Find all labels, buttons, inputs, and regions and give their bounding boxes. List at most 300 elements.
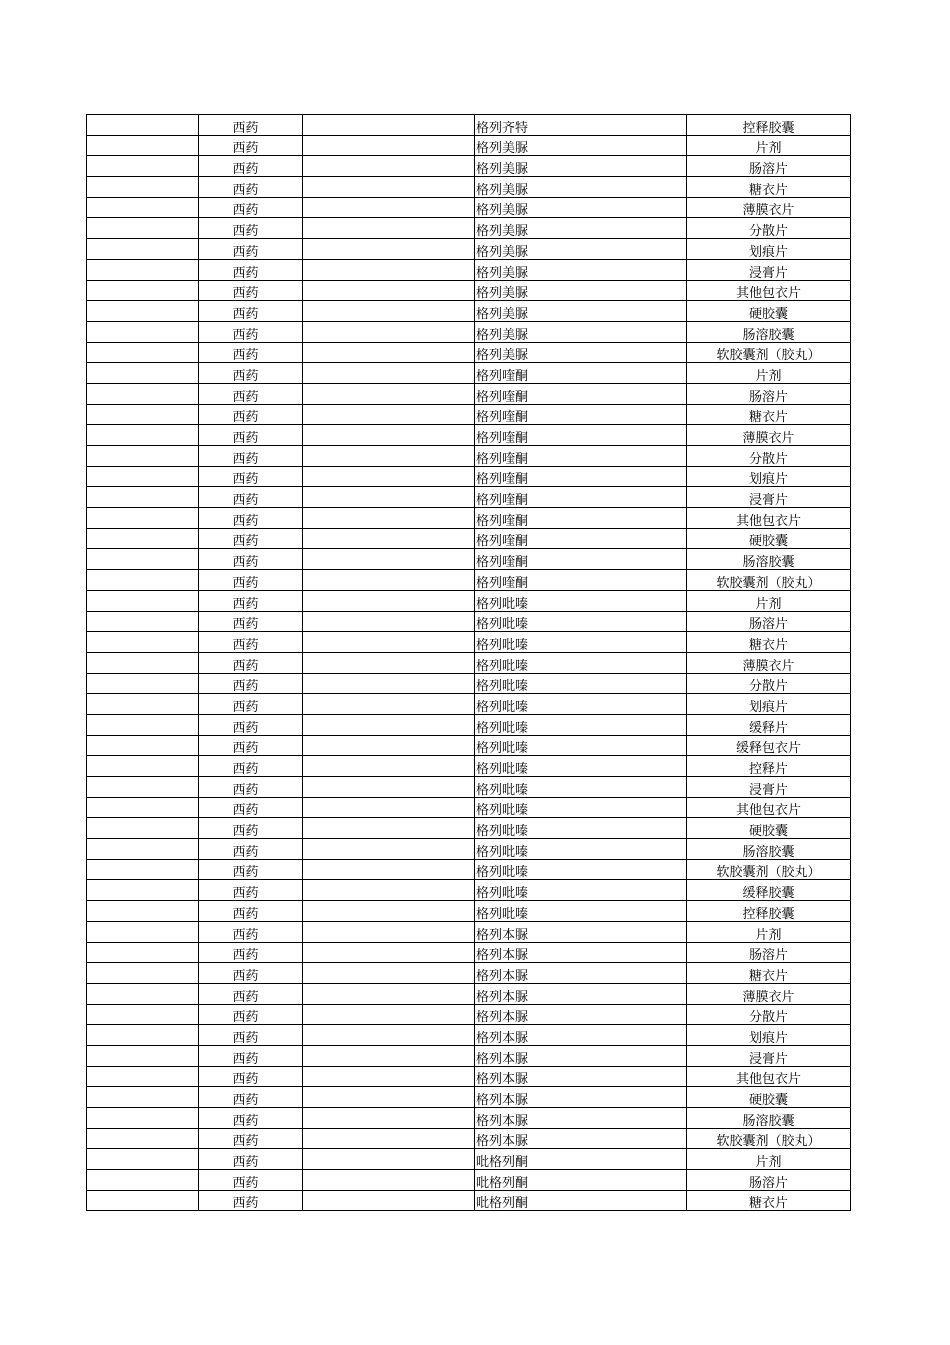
cell-drug-name: 格列本脲 [475,983,687,1004]
cell-drug-name: 格列吡嗪 [475,694,687,715]
cell-drug-name: 格列喹酮 [475,404,687,425]
table-row [87,839,851,860]
cell-category: 西药 [199,1025,303,1046]
cell-drug-name: 格列美脲 [475,280,687,301]
cell-blank-a [87,714,199,735]
cell-category: 西药 [199,239,303,260]
cell-blank-a [87,383,199,404]
cell-blank-a [87,1025,199,1046]
cell-dosage-form: 软胶囊剂（胶丸） [687,342,851,363]
cell-category: 西药 [199,797,303,818]
cell-blank-b [303,177,475,198]
cell-drug-name: 格列本脲 [475,942,687,963]
cell-blank-b [303,425,475,446]
cell-dosage-form: 缓释包衣片 [687,735,851,756]
cell-category: 西药 [199,1149,303,1170]
cell-category: 西药 [199,156,303,177]
table-row [87,177,851,198]
cell-category: 西药 [199,1066,303,1087]
cell-drug-name: 格列吡嗪 [475,756,687,777]
cell-dosage-form: 肠溶胶囊 [687,549,851,570]
cell-dosage-form: 肠溶胶囊 [687,839,851,860]
table-row [87,901,851,922]
cell-category: 西药 [199,1128,303,1149]
cell-blank-a [87,590,199,611]
table-row [87,632,851,653]
cell-category: 西药 [199,466,303,487]
cell-blank-a [87,528,199,549]
cell-blank-a [87,1087,199,1108]
cell-drug-name: 格列吡嗪 [475,735,687,756]
table-row [87,218,851,239]
cell-drug-name: 格列吡嗪 [475,777,687,798]
cell-dosage-form: 薄膜衣片 [687,652,851,673]
cell-category: 西药 [199,342,303,363]
cell-drug-name: 格列喹酮 [475,363,687,384]
cell-blank-b [303,115,475,136]
cell-drug-name: 格列吡嗪 [475,714,687,735]
table-row [87,756,851,777]
cell-blank-b [303,983,475,1004]
cell-drug-name: 格列美脲 [475,321,687,342]
cell-blank-b [303,301,475,322]
cell-blank-b [303,632,475,653]
cell-blank-b [303,508,475,529]
cell-category: 西药 [199,859,303,880]
cell-blank-a [87,901,199,922]
cell-category: 西药 [199,942,303,963]
cell-category: 西药 [199,425,303,446]
cell-drug-name: 格列吡嗪 [475,859,687,880]
table-row [87,280,851,301]
cell-blank-b [303,218,475,239]
cell-drug-name: 格列本脲 [475,1108,687,1129]
cell-blank-a [87,508,199,529]
table-row [87,590,851,611]
cell-drug-name: 吡格列酮 [475,1149,687,1170]
cell-dosage-form: 软胶囊剂（胶丸） [687,570,851,591]
cell-blank-a [87,570,199,591]
table-row [87,714,851,735]
cell-blank-a [87,735,199,756]
cell-blank-a [87,1066,199,1087]
cell-drug-name: 格列吡嗪 [475,590,687,611]
cell-drug-name: 格列喹酮 [475,466,687,487]
cell-blank-a [87,818,199,839]
cell-drug-name: 格列美脲 [475,135,687,156]
table-row [87,342,851,363]
cell-category: 西药 [199,714,303,735]
cell-drug-name: 格列吡嗪 [475,901,687,922]
cell-blank-b [303,1128,475,1149]
cell-drug-name: 格列美脲 [475,342,687,363]
cell-drug-name: 格列喹酮 [475,508,687,529]
table-row [87,156,851,177]
table-row [87,321,851,342]
cell-dosage-form: 片剂 [687,1149,851,1170]
cell-dosage-form: 肠溶片 [687,383,851,404]
cell-drug-name: 格列吡嗪 [475,673,687,694]
cell-blank-b [303,342,475,363]
table-row [87,983,851,1004]
cell-blank-a [87,1108,199,1129]
cell-category: 西药 [199,197,303,218]
cell-blank-b [303,735,475,756]
cell-blank-b [303,135,475,156]
cell-drug-name: 格列本脲 [475,963,687,984]
cell-blank-b [303,777,475,798]
table-row [87,942,851,963]
cell-blank-a [87,549,199,570]
cell-category: 西药 [199,963,303,984]
cell-drug-name: 格列本脲 [475,1025,687,1046]
cell-blank-a [87,880,199,901]
cell-blank-b [303,756,475,777]
cell-dosage-form: 肠溶片 [687,942,851,963]
cell-blank-b [303,652,475,673]
cell-dosage-form: 浸膏片 [687,487,851,508]
table-row [87,301,851,322]
cell-blank-a [87,652,199,673]
table-row [87,1128,851,1149]
cell-drug-name: 格列美脲 [475,177,687,198]
cell-category: 西药 [199,1170,303,1191]
cell-category: 西药 [199,301,303,322]
cell-category: 西药 [199,218,303,239]
cell-blank-a [87,135,199,156]
cell-category: 西药 [199,177,303,198]
cell-dosage-form: 分散片 [687,673,851,694]
cell-blank-a [87,425,199,446]
cell-dosage-form: 肠溶片 [687,611,851,632]
cell-category: 西药 [199,135,303,156]
cell-blank-b [303,859,475,880]
cell-category: 西药 [199,921,303,942]
cell-drug-name: 格列本脲 [475,921,687,942]
table-row [87,1108,851,1129]
cell-drug-name: 格列本脲 [475,1045,687,1066]
table-row [87,1004,851,1025]
cell-drug-name: 格列本脲 [475,1004,687,1025]
cell-category: 西药 [199,1087,303,1108]
cell-category: 西药 [199,673,303,694]
cell-category: 西药 [199,570,303,591]
cell-category: 西药 [199,901,303,922]
cell-category: 西药 [199,528,303,549]
cell-blank-a [87,694,199,715]
cell-drug-name: 格列吡嗪 [475,632,687,653]
cell-dosage-form: 硬胶囊 [687,301,851,322]
cell-dosage-form: 控释片 [687,756,851,777]
table-row [87,508,851,529]
cell-blank-b [303,1045,475,1066]
cell-dosage-form: 划痕片 [687,694,851,715]
table-row [87,611,851,632]
cell-category: 西药 [199,280,303,301]
cell-blank-b [303,694,475,715]
cell-blank-a [87,239,199,260]
cell-drug-name: 格列喹酮 [475,570,687,591]
cell-blank-b [303,487,475,508]
cell-dosage-form: 糖衣片 [687,632,851,653]
cell-dosage-form: 划痕片 [687,1025,851,1046]
cell-blank-b [303,1025,475,1046]
table-row [87,880,851,901]
cell-blank-a [87,983,199,1004]
cell-category: 西药 [199,611,303,632]
cell-drug-name: 格列喹酮 [475,528,687,549]
cell-dosage-form: 硬胶囊 [687,528,851,549]
cell-drug-name: 格列美脲 [475,218,687,239]
cell-blank-a [87,1128,199,1149]
table-row [87,735,851,756]
cell-dosage-form: 浸膏片 [687,259,851,280]
cell-category: 西药 [199,590,303,611]
cell-blank-a [87,446,199,467]
cell-blank-a [87,115,199,136]
cell-drug-name: 格列喹酮 [475,446,687,467]
cell-blank-a [87,756,199,777]
cell-category: 西药 [199,487,303,508]
cell-blank-a [87,342,199,363]
cell-category: 西药 [199,321,303,342]
cell-blank-b [303,239,475,260]
cell-dosage-form: 片剂 [687,363,851,384]
table-row [87,383,851,404]
table-row [87,363,851,384]
cell-dosage-form: 分散片 [687,1004,851,1025]
cell-blank-a [87,280,199,301]
cell-blank-b [303,280,475,301]
table-row [87,1149,851,1170]
table-row [87,1087,851,1108]
drug-table [86,114,851,1211]
cell-blank-a [87,611,199,632]
cell-blank-b [303,156,475,177]
drug-table-body [87,115,851,1211]
cell-category: 西药 [199,818,303,839]
table-row [87,1045,851,1066]
cell-category: 西药 [199,549,303,570]
table-row [87,797,851,818]
cell-dosage-form: 缓释胶囊 [687,880,851,901]
cell-dosage-form: 分散片 [687,446,851,467]
cell-dosage-form: 硬胶囊 [687,1087,851,1108]
cell-blank-b [303,818,475,839]
cell-category: 西药 [199,880,303,901]
cell-dosage-form: 其他包衣片 [687,797,851,818]
table-row [87,259,851,280]
cell-blank-a [87,777,199,798]
cell-drug-name: 格列美脲 [475,239,687,260]
cell-dosage-form: 片剂 [687,921,851,942]
cell-blank-b [303,1149,475,1170]
cell-dosage-form: 分散片 [687,218,851,239]
cell-drug-name: 吡格列酮 [475,1190,687,1211]
cell-blank-b [303,570,475,591]
cell-blank-b [303,673,475,694]
cell-blank-b [303,197,475,218]
cell-category: 西药 [199,1190,303,1211]
cell-category: 西药 [199,983,303,1004]
cell-blank-b [303,466,475,487]
cell-category: 西药 [199,363,303,384]
cell-blank-a [87,301,199,322]
cell-category: 西药 [199,1108,303,1129]
cell-dosage-form: 软胶囊剂（胶丸） [687,1128,851,1149]
cell-blank-b [303,404,475,425]
cell-dosage-form: 其他包衣片 [687,1066,851,1087]
cell-dosage-form: 硬胶囊 [687,818,851,839]
table-row [87,921,851,942]
cell-drug-name: 格列美脲 [475,197,687,218]
cell-blank-a [87,1004,199,1025]
cell-blank-b [303,611,475,632]
cell-blank-b [303,528,475,549]
cell-blank-b [303,901,475,922]
cell-blank-b [303,880,475,901]
cell-category: 西药 [199,508,303,529]
cell-dosage-form: 薄膜衣片 [687,425,851,446]
cell-blank-a [87,259,199,280]
table-row [87,963,851,984]
table-row [87,446,851,467]
cell-blank-b [303,363,475,384]
table-row [87,777,851,798]
cell-blank-b [303,1066,475,1087]
cell-dosage-form: 控释胶囊 [687,115,851,136]
cell-dosage-form: 肠溶片 [687,1170,851,1191]
cell-blank-a [87,839,199,860]
cell-blank-a [87,673,199,694]
cell-dosage-form: 肠溶胶囊 [687,1108,851,1129]
cell-dosage-form: 浸膏片 [687,1045,851,1066]
cell-blank-a [87,1170,199,1191]
cell-drug-name: 格列美脲 [475,301,687,322]
cell-blank-b [303,839,475,860]
cell-category: 西药 [199,735,303,756]
cell-dosage-form: 糖衣片 [687,1190,851,1211]
cell-category: 西药 [199,383,303,404]
table-row [87,1170,851,1191]
cell-blank-b [303,259,475,280]
cell-blank-a [87,466,199,487]
cell-drug-name: 格列喹酮 [475,383,687,404]
cell-drug-name: 格列本脲 [475,1066,687,1087]
cell-category: 西药 [199,446,303,467]
cell-dosage-form: 其他包衣片 [687,508,851,529]
cell-category: 西药 [199,756,303,777]
table-row [87,549,851,570]
cell-drug-name: 格列美脲 [475,259,687,280]
cell-category: 西药 [199,777,303,798]
cell-dosage-form: 缓释片 [687,714,851,735]
cell-dosage-form: 糖衣片 [687,404,851,425]
cell-blank-b [303,1087,475,1108]
cell-blank-a [87,859,199,880]
cell-blank-a [87,404,199,425]
cell-drug-name: 格列吡嗪 [475,818,687,839]
cell-blank-b [303,1170,475,1191]
cell-drug-name: 格列吡嗪 [475,611,687,632]
table-row [87,466,851,487]
cell-drug-name: 格列吡嗪 [475,880,687,901]
cell-dosage-form: 划痕片 [687,239,851,260]
cell-blank-a [87,487,199,508]
cell-dosage-form: 糖衣片 [687,963,851,984]
table-row [87,818,851,839]
cell-dosage-form: 控释胶囊 [687,901,851,922]
cell-blank-b [303,714,475,735]
table-row [87,570,851,591]
cell-drug-name: 格列本脲 [475,1128,687,1149]
cell-blank-a [87,942,199,963]
table-row [87,425,851,446]
cell-blank-b [303,549,475,570]
cell-blank-a [87,197,199,218]
cell-blank-a [87,1190,199,1211]
cell-blank-a [87,1149,199,1170]
cell-drug-name: 格列喹酮 [475,487,687,508]
cell-category: 西药 [199,1004,303,1025]
cell-blank-b [303,921,475,942]
cell-drug-name: 格列喹酮 [475,549,687,570]
cell-blank-a [87,363,199,384]
table-row [87,1190,851,1211]
cell-blank-a [87,156,199,177]
table-row [87,694,851,715]
table-row [87,197,851,218]
cell-drug-name: 格列喹酮 [475,425,687,446]
cell-dosage-form: 糖衣片 [687,177,851,198]
cell-drug-name: 格列本脲 [475,1087,687,1108]
cell-blank-a [87,921,199,942]
table-row [87,652,851,673]
cell-blank-b [303,1108,475,1129]
table-row [87,404,851,425]
cell-blank-a [87,177,199,198]
cell-blank-b [303,383,475,404]
cell-blank-b [303,590,475,611]
table-row [87,239,851,260]
cell-dosage-form: 薄膜衣片 [687,197,851,218]
cell-blank-a [87,963,199,984]
cell-dosage-form: 划痕片 [687,466,851,487]
cell-category: 西药 [199,259,303,280]
table-row [87,1066,851,1087]
cell-category: 西药 [199,652,303,673]
cell-blank-b [303,446,475,467]
cell-drug-name: 格列吡嗪 [475,839,687,860]
cell-blank-b [303,321,475,342]
cell-blank-b [303,942,475,963]
cell-blank-b [303,1004,475,1025]
table-row [87,135,851,156]
cell-category: 西药 [199,694,303,715]
cell-blank-b [303,963,475,984]
cell-dosage-form: 软胶囊剂（胶丸） [687,859,851,880]
cell-drug-name: 格列美脲 [475,156,687,177]
cell-blank-a [87,797,199,818]
cell-category: 西药 [199,839,303,860]
cell-drug-name: 格列吡嗪 [475,797,687,818]
cell-blank-a [87,632,199,653]
cell-dosage-form: 其他包衣片 [687,280,851,301]
cell-blank-a [87,321,199,342]
cell-drug-name: 格列齐特 [475,115,687,136]
cell-dosage-form: 片剂 [687,135,851,156]
cell-dosage-form: 肠溶胶囊 [687,321,851,342]
